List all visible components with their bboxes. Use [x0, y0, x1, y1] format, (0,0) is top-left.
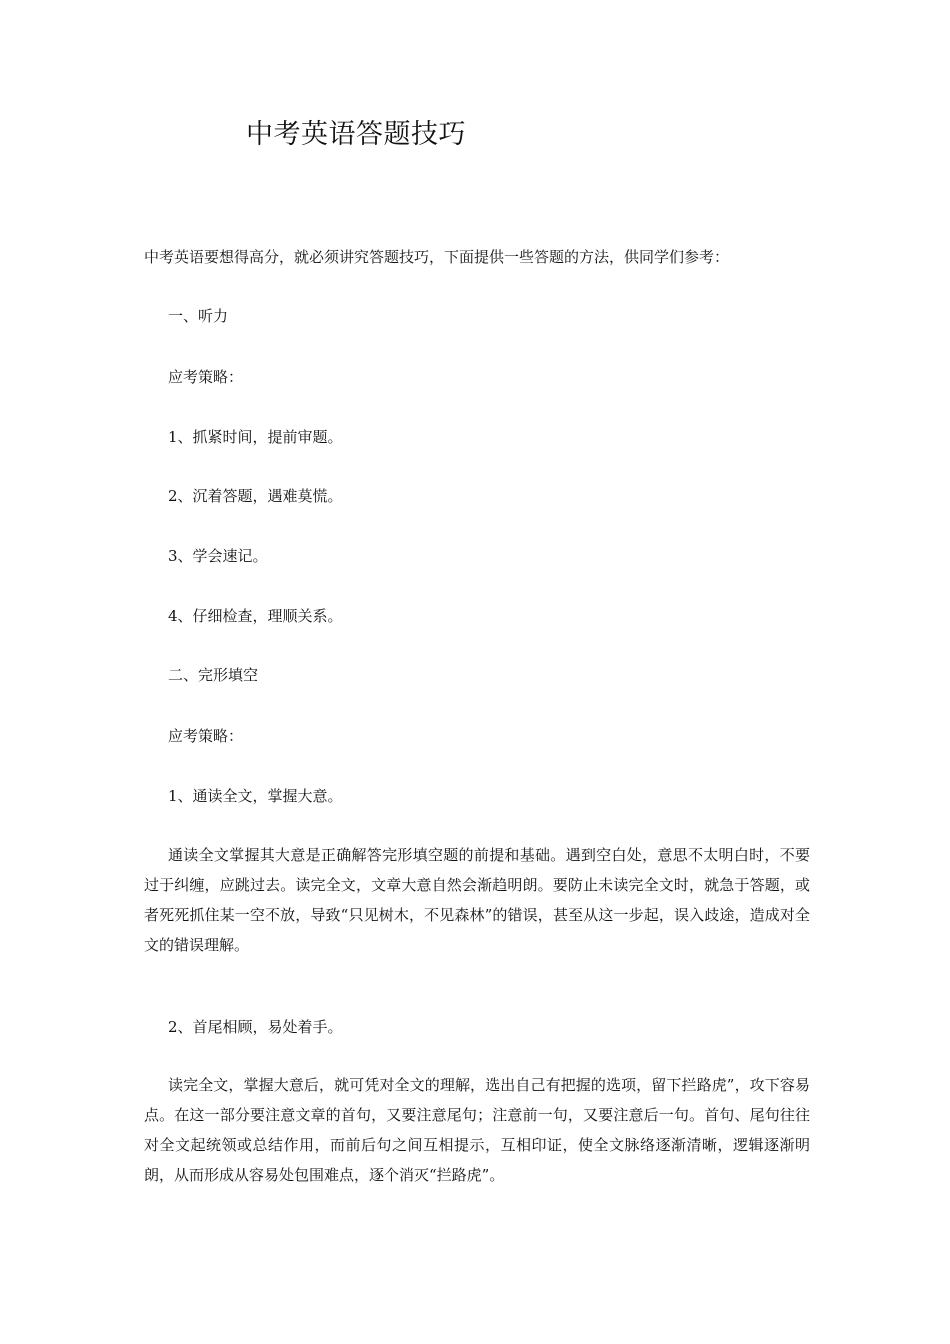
intro-text: 中考英语要想得高分，就必须讲究答题技巧，下面提供一些答题的方法，供同学们参考： — [144, 248, 730, 266]
section-heading-cloze: 二、完形填空 — [168, 666, 259, 684]
list-item: 4、仔细检查，理顺关系。 — [168, 607, 343, 625]
list-item: 1、通读全文，掌握大意。 — [168, 787, 343, 805]
strategy-label-cloze: 应考策略： — [168, 727, 244, 745]
body-paragraph: 通读全文掌握其大意是正确解答完形填空题的前提和基础。遇到空白处，意思不太明白时，不要过于纠缠，应跳过去。读完全文，文章大意自然会渐趋明朗。要防止未读完全文时，就急于答题，或者死死抓住某一空不放，导致“只见树木，不见森林”的错误，甚至从这一步起，误入歧途，造成对全文的错误理解。 — [144, 846, 810, 954]
list-item: 3、学会速记。 — [168, 547, 268, 565]
strategy-label-listening: 应考策略： — [168, 368, 244, 386]
body-paragraph: 读完全文，掌握大意后，就可凭对全文的理解，选出自己有把握的选项，留下拦路虎”，攻下容易点。在这一部分要注意文章的首句，又要注意尾句；注意前一句，又要注意后一句。首句、尾句往往对全文起统领或总结作用，而前后句之间互相提示，互相印证，使全文脉络逐渐清晰，逻辑逐渐明朗，从而形成从容易处包围难点，逐个消灭“拦路虎”。 — [144, 1076, 810, 1184]
section-heading-listening: 一、听力 — [168, 307, 229, 325]
list-item: 1、抓紧时间，提前审题。 — [168, 428, 343, 446]
list-item: 2、沉着答题，遇难莫慌。 — [168, 487, 343, 505]
document-title: 中考英语答题技巧 — [246, 119, 466, 150]
list-item: 2、首尾相顾，易处着手。 — [168, 1018, 343, 1036]
